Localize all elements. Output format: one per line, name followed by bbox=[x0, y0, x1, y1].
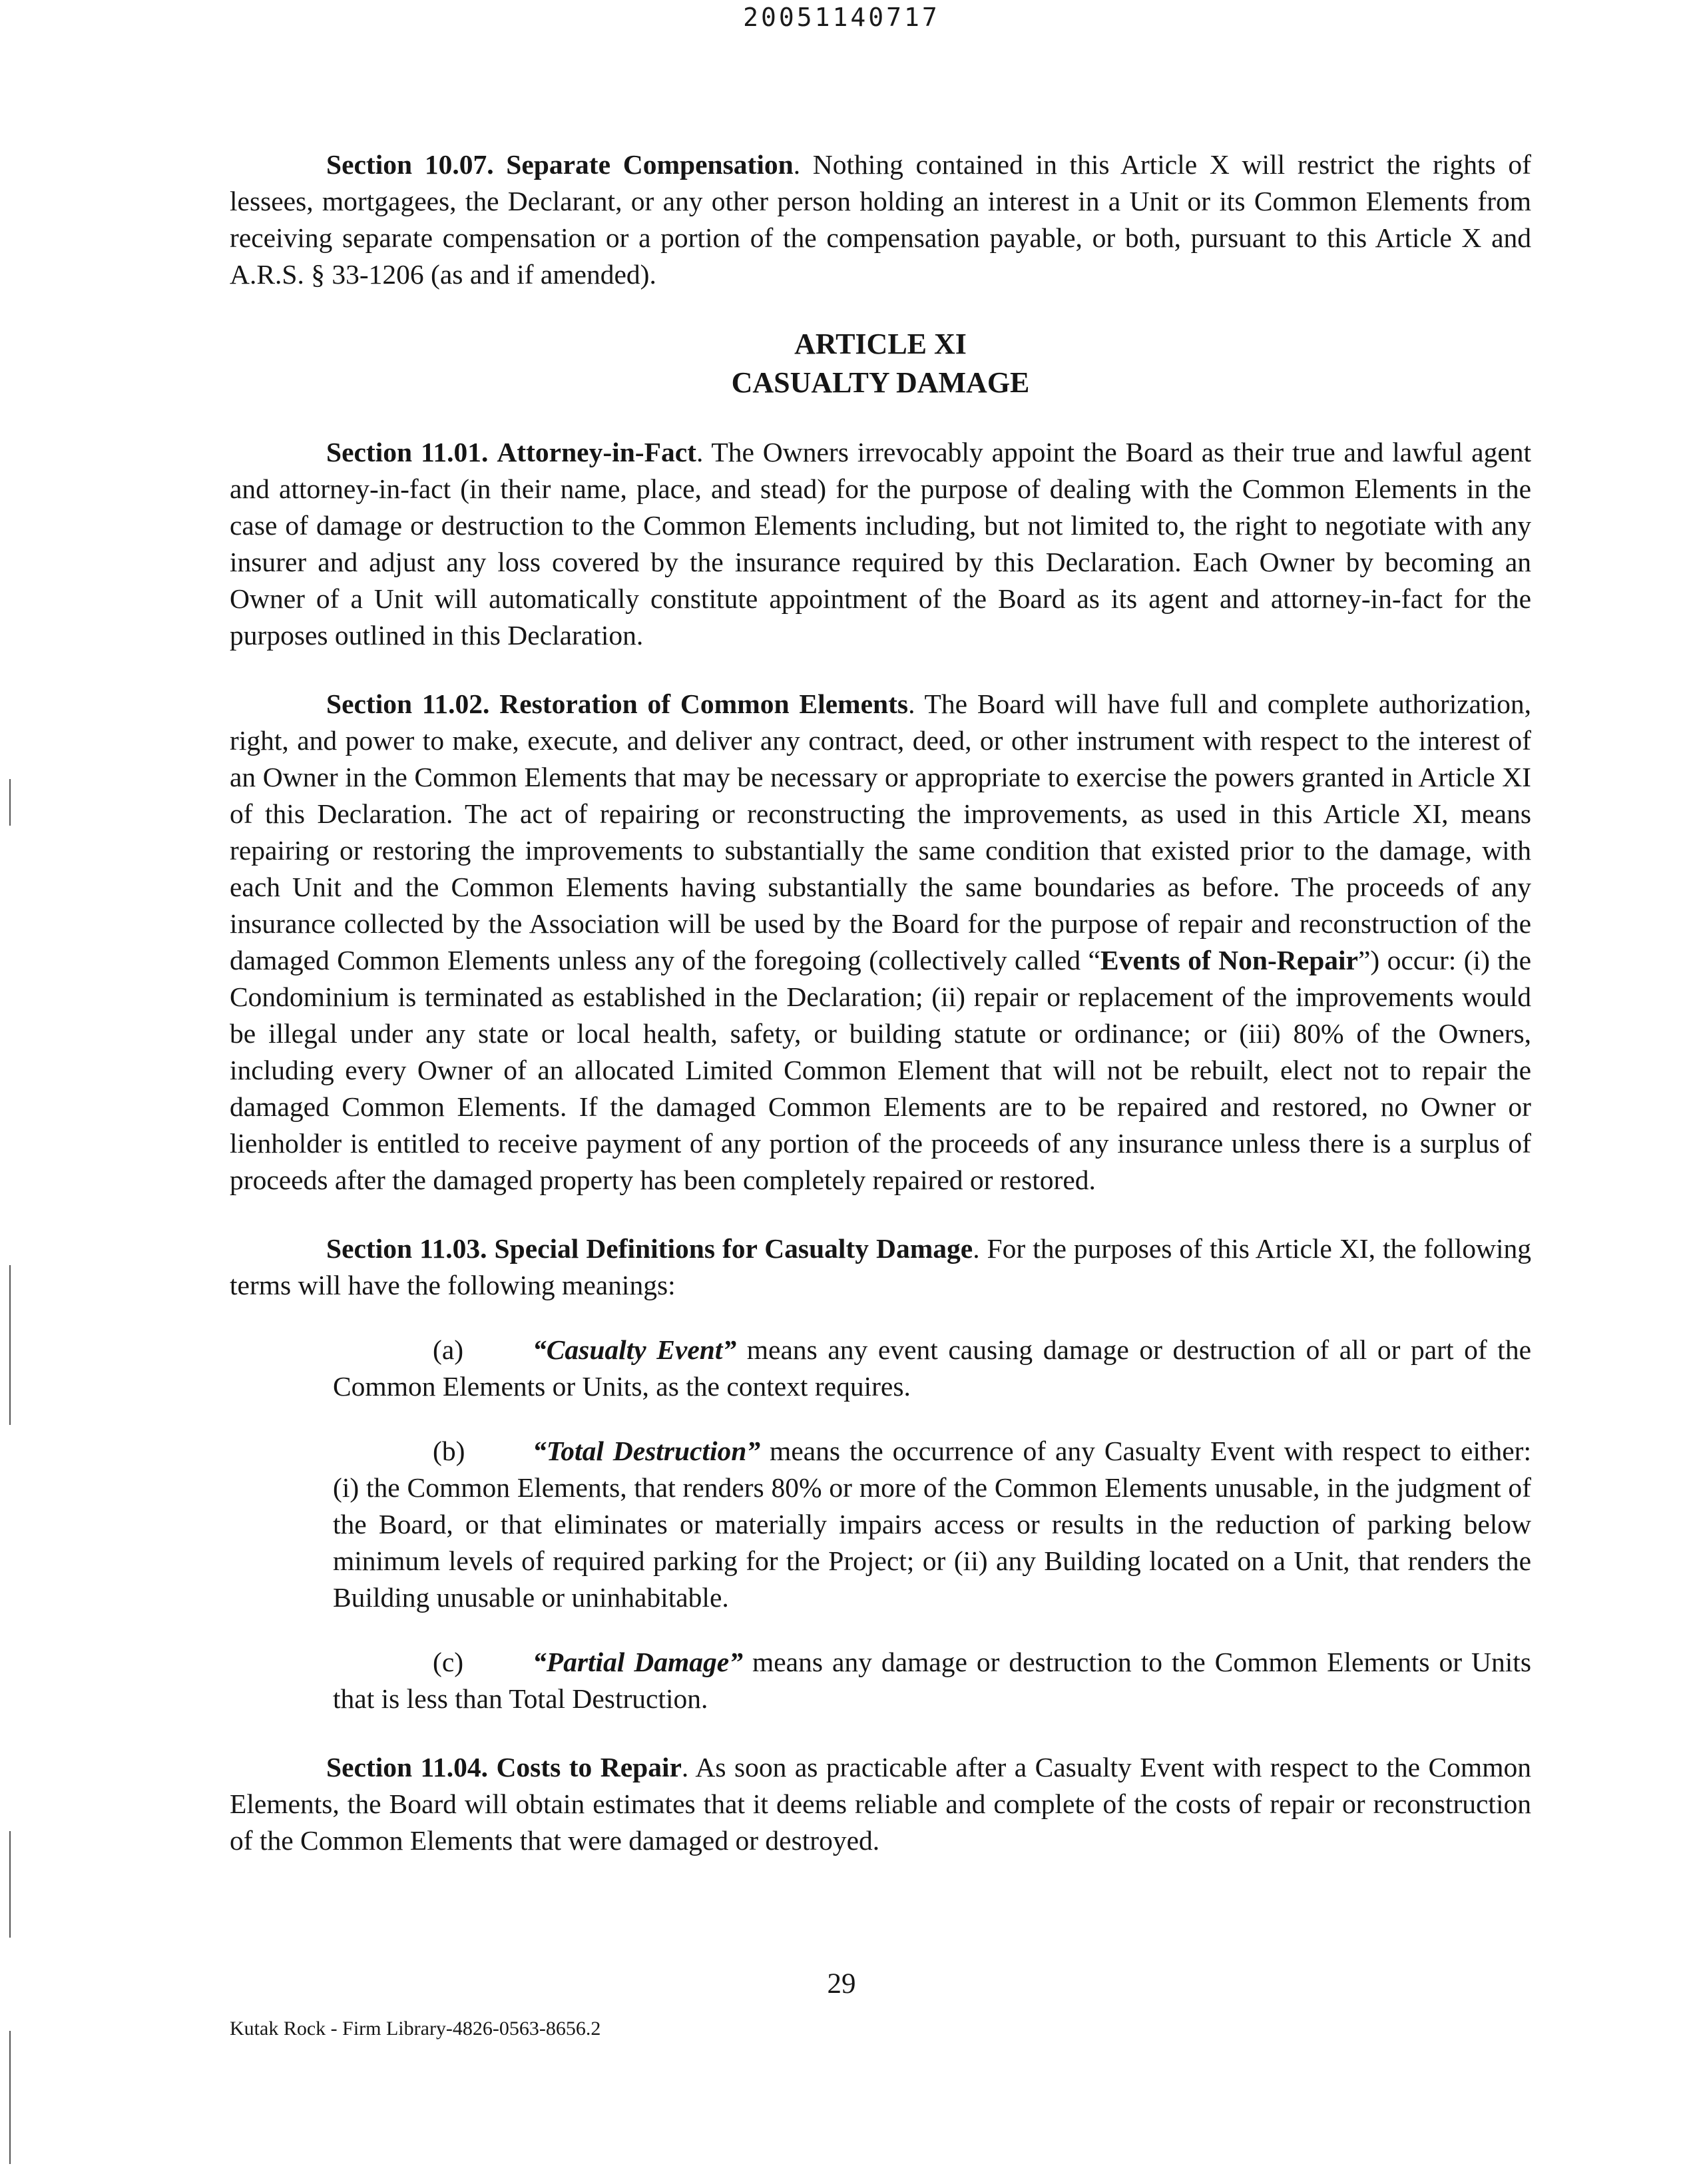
scan-edge-mark bbox=[9, 1831, 11, 1938]
section-11-02 bbox=[230, 686, 1531, 1199]
section-title: Attorney-in-Fact bbox=[497, 437, 696, 467]
page-number: 29 bbox=[827, 1968, 856, 2000]
definition-label: (c) bbox=[433, 1647, 464, 1677]
section-number: Section 11.04. bbox=[326, 1752, 488, 1782]
section-number: Section 10.07. bbox=[326, 149, 494, 180]
article-number: ARTICLE XI bbox=[794, 328, 967, 360]
section-number: Section 11.01. bbox=[326, 437, 489, 467]
section-11-03 bbox=[230, 1230, 1531, 1304]
section-11-01 bbox=[230, 434, 1531, 654]
section-title: Special Definitions for Casualty Damage bbox=[494, 1233, 973, 1264]
section-body: . As soon as practicable after a Casualty Event with respect to the Common Elements, the Board will obtain estimates that it deems reliable and complete of the costs of repair or reconstruction of the Common Elements that were damaged or destroyed. bbox=[230, 1752, 1531, 1856]
section-body-before: . The Board will have full and complete authorization, right, and power to make, execute, and deliver any contract, deed, or other instrument with respect to the interest of an Owner in the Common Elements that may be necessary or appropriate to exercise the powers granted in Article XI of this Declaration. The act of repairing or reconstructing the improvements, as used in this Article XI, means repairing or restoring the improvements to substantially the same condition that existed prior to the damage, with each Unit and the Common Elements having substantially the same boundaries as before. The proceeds of any insurance collected by the Association will be used by the Board for the purpose of repair and reconstruction of the damaged Common Elements unless any of the foregoing (collectively called “ bbox=[230, 688, 1532, 975]
section-number: Section 11.03. bbox=[326, 1233, 487, 1264]
document-id: 20051140717 bbox=[743, 3, 940, 32]
definition-item bbox=[333, 1332, 1531, 1405]
section-10-07 bbox=[230, 146, 1531, 293]
definition-term: “Total Destruction” bbox=[533, 1436, 761, 1466]
section-title: Restoration of Common Elements bbox=[499, 688, 909, 719]
defined-term: Events of Non-Repair bbox=[1100, 945, 1358, 975]
definition-text: means any damage or destruction to the Common Elements or Units that is less than Total Destruction. bbox=[333, 1647, 1531, 1714]
section-11-04 bbox=[230, 1749, 1531, 1859]
section-title: Separate Compensation bbox=[506, 149, 794, 180]
footer-library-id: Kutak Rock - Firm Library-4826-0563-8656.2 bbox=[230, 2018, 601, 2040]
definition-term: “Partial Damage” bbox=[533, 1647, 743, 1677]
definition-text: means any event causing damage or destruction of all or part of the Common Elements or Units, as the context requires. bbox=[333, 1334, 1531, 1402]
section-title: Costs to Repair bbox=[496, 1752, 682, 1782]
definition-label: (a) bbox=[433, 1334, 464, 1365]
definition-item bbox=[333, 1644, 1531, 1717]
section-body: . Nothing contained in this Article X will restrict the rights of lessees, mortgagees, the Declarant, or any other person holding an interest in a Unit or its Common Elements from receiving separate compensation or a portion of the compensation payable, or both, pursuant to this Article X and A.R.S. § 33-1206 (as and if amended). bbox=[230, 149, 1531, 290]
definition-text: means the occurrence of any Casualty Event with respect to either: (i) the Common Elements, that renders 80% or more of the Common Elements unusable, in the judgment of the Board, or that eliminates or materially impairs access or results in the reduction of parking below minimum levels of required parking for the Project; or (ii) any Building located on a Unit, that renders the Building unusable or uninhabitable. bbox=[333, 1436, 1532, 1613]
section-body-after: ”) occur: (i) the Condominium is terminated as established in the Declaration; (ii) repair or replacement of the improvements would be illegal under any state or local health, safety, or building statute or ordinance; or (iii) 80% of the Owners, including every Owner of an allocated Limited Common Element that will not be rebuilt, elect not to repair the damaged Common Elements. If the damaged Common Elements are to be repaired and restored, no Owner or lienholder is entitled to receive payment of any portion of the proceeds of any insurance unless there is a surplus of proceeds after the damaged property has been completely repaired or restored. bbox=[230, 945, 1531, 1195]
document-body bbox=[230, 146, 1531, 1891]
scan-edge-mark bbox=[9, 1265, 11, 1425]
definition-label: (b) bbox=[433, 1436, 465, 1466]
scan-edge-mark bbox=[9, 2031, 11, 2164]
section-number: Section 11.02. bbox=[326, 688, 490, 719]
article-heading bbox=[230, 325, 1531, 402]
scan-edge-mark bbox=[9, 779, 11, 826]
section-body: . The Owners irrevocably appoint the Board as their true and lawful agent and attorney-in-fact (in their name, place, and stead) for the purpose of dealing with the Common Elements in the case of damage or destruction to the Common Elements including, but not limited to, the right to negotiate with any insurer and adjust any loss covered by the insurance required by this Declaration. Each Owner by becoming an Owner of a Unit will automatically constitute appointment of the Board as its agent and attorney-in-fact for the purposes outlined in this Declaration. bbox=[230, 437, 1532, 651]
definition-item bbox=[333, 1433, 1531, 1616]
section-body: . For the purposes of this Article XI, the following terms will have the following meanings: bbox=[230, 1233, 1532, 1300]
article-title: CASUALTY DAMAGE bbox=[731, 366, 1030, 399]
definition-term: “Casualty Event” bbox=[533, 1334, 737, 1365]
